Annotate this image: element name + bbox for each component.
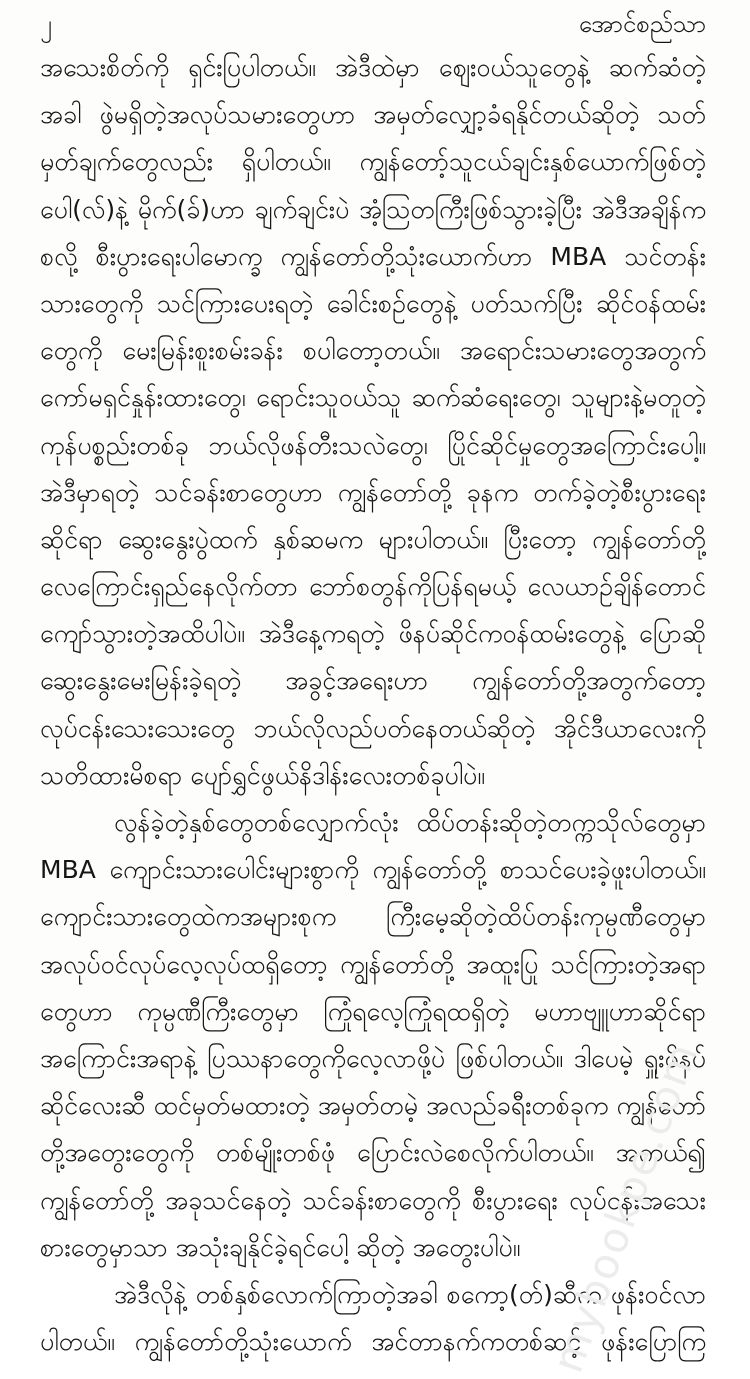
text-line: တွေဟာ ကုမ္ပဏီကြီးတွေမှာ ကြုံရလေ့ကြုံရထရှိတဲ့ မဟာဗျူဟာဆိုင်ရာ	[40, 996, 706, 1026]
running-head	[40, 8, 706, 40]
text-line: ကုန်ပစ္စည်းတစ်ခု ဘယ်လိုဖန်တီးသလဲတွေ၊ ပြိုင်ဆိုင်မှုတွေအကြောင်းပေါ့။	[40, 430, 706, 460]
text-line: MBA ကျောင်းသားပေါင်းများစွာကို ကျွန်တော်တို့ စာသင်ပေးခဲ့ဖူးပါတယ်။	[40, 855, 706, 885]
text-line: အလုပ်ဝင်လုပ်လေ့လုပ်ထရှိတော့ ကျွန်တော်တို့ အထူးပြု သင်ကြားတဲ့အရာ	[40, 949, 706, 979]
text-line: သတိထားမိစရာ ပျော်ရွှင်ဖွယ်နိဒါန်းလေးတစ်ခုပါပဲ။	[40, 760, 485, 790]
text-line: လွန်ခဲ့တဲ့နှစ်တွေတစ်လျှောက်လုံး ထိပ်တန်းဆိုတဲ့တက္ကသိုလ်တွေမှာ	[114, 808, 706, 837]
text-line: ပေါ(လ်)နဲ့ မိုက်(ခ်)ဟာ ချက်ချင်းပဲ အံ့သြတကြီးဖြစ်သွားခဲ့ပြီး အဲဒီအချိန်က	[40, 194, 706, 224]
text-line: ကျော်သွားတဲ့အထိပါပဲ။ အဲဒီနေ့ကရတဲ့ ဖိနပ်ဆိုင်ကဝန်ထမ်းတွေနဲ့ ပြောဆို	[40, 619, 706, 649]
text-line: စားတွေမှာသာ အသုံးချနိုင်ခဲ့ရင်ပေါ့ ဆိုတဲ့ အတွေးပါပဲ။	[40, 1232, 521, 1262]
watermark: mybookpe.com	[543, 1035, 708, 1379]
text-line: စလို့ စီးပွားရေးပါမောက္ခ ကျွန်တော်တို့သုံးယောက်ဟာ MBA သင်တန်း	[40, 241, 706, 271]
page-number: ၂	[40, 10, 52, 38]
text-line: လေကြောင်းရှည်နေလိုက်တာ ဘော်စတွန်ကိုပြန်ရမယ့် လေယာဉ်ချိန်တောင်	[40, 572, 706, 602]
text-line: အသေးစိတ်ကို ရှင်းပြပါတယ်။ အဲဒီထဲမှာ ဈေးဝယ်သူတွေနဲ့ ဆက်ဆံတဲ့	[40, 53, 706, 82]
text-line: တို့အတွေးတွေကို တစ်မျိုးတစ်ဖုံ ပြောင်းလဲစေလိုက်ပါတယ်။ အကယ်၍	[40, 1138, 706, 1168]
text-line: အဲဒီမှာရတဲ့ သင်ခန်းစာတွေဟာ ကျွန်တော်တို့ ခုနက တက်ခဲ့တဲ့စီးပွားရေး	[40, 477, 706, 507]
running-title: အောင်စည်သာ	[578, 10, 706, 38]
text-line: ကော်မရှင်နှုန်းထားတွေ၊ ရောင်းသူဝယ်သူ ဆက်ဆံရေးတွေ၊ သူများနဲ့မတူတဲ့	[40, 383, 706, 413]
text-line: သားတွေကို သင်ကြားပေးရတဲ့ ခေါင်းစဉ်တွေနဲ့ ပတ်သက်ပြီး ဆိုင်ဝန်ထမ်း	[40, 288, 706, 318]
text-line: မှတ်ချက်တွေလည်း ရှိပါတယ်။ ကျွန်တော့်သူငယ်ချင်းနှစ်ယောက်ဖြစ်တဲ့	[40, 147, 706, 177]
text-line: အခါ ဖွဲမရှိတဲ့အလုပ်သမားတွေဟာ အမှတ်လျှော့ခံရနိုင်တယ်ဆိုတဲ့ သတ်	[40, 100, 706, 130]
text-line: အဲဒီလိုနဲ့ တစ်နှစ်လောက်ကြာတဲ့အခါ စကော့(တ်)ဆီက ဖုန်းဝင်လာ	[114, 1279, 706, 1309]
text-line: အကြောင်းအရာနဲ့ ပြဿနာတွေကိုလေ့လာဖို့ပဲ ဖြစ်ပါတယ်။ ဒါပေမဲ့ ရှူးဖိနပ်	[40, 1043, 706, 1073]
text-line: လုပ်ငန်းသေးသေးတွေ ဘယ်လိုလည်ပတ်နေတယ်ဆိုတဲ့ အိုင်ဒီယာလေးကို	[40, 713, 706, 743]
text-line: ဆိုင်ရာ ဆွေးနွေးပွဲထက် နှစ်ဆမက များပါတယ်။ ပြီးတော့ ကျွန်တော်တို့	[40, 524, 706, 554]
text-line: ဆွေးနွေးမေးမြန်းခဲ့ရတဲ့ အခွင့်အရေးဟာ ကျွန်တော်တို့အတွက်တော့	[40, 666, 706, 696]
text-line: ကျွန်တော်တို့ အခုသင်နေတဲ့ သင်ခန်းစာတွေကို စီးပွားရေး လုပ်ငန်းအသေး	[40, 1185, 706, 1215]
text-line: ကျောင်းသားတွေထဲကအများစုက ကြီးမေ့ဆိုတဲ့ထိပ်တန်းကုမ္ပဏီတွေမှာ	[40, 902, 706, 932]
text-line: ပါတယ်။ ကျွန်တော်တို့သုံးယောက် အင်တာနက်ကတစ်ဆင့် ဖုန်းပြောကြ	[40, 1327, 706, 1357]
body-text	[40, 44, 706, 1365]
text-line: တွေကို မေးမြန်းစူးစမ်းခန်း စပါတော့တယ်။ အရောင်းသမားတွေအတွက်	[40, 336, 706, 366]
text-line: ဆိုင်လေးဆီ ထင်မှတ်မထားတဲ့ အမှတ်တမဲ့ အလည်ခရီးတစ်ခုက ကျွန်တော်	[40, 1091, 706, 1121]
